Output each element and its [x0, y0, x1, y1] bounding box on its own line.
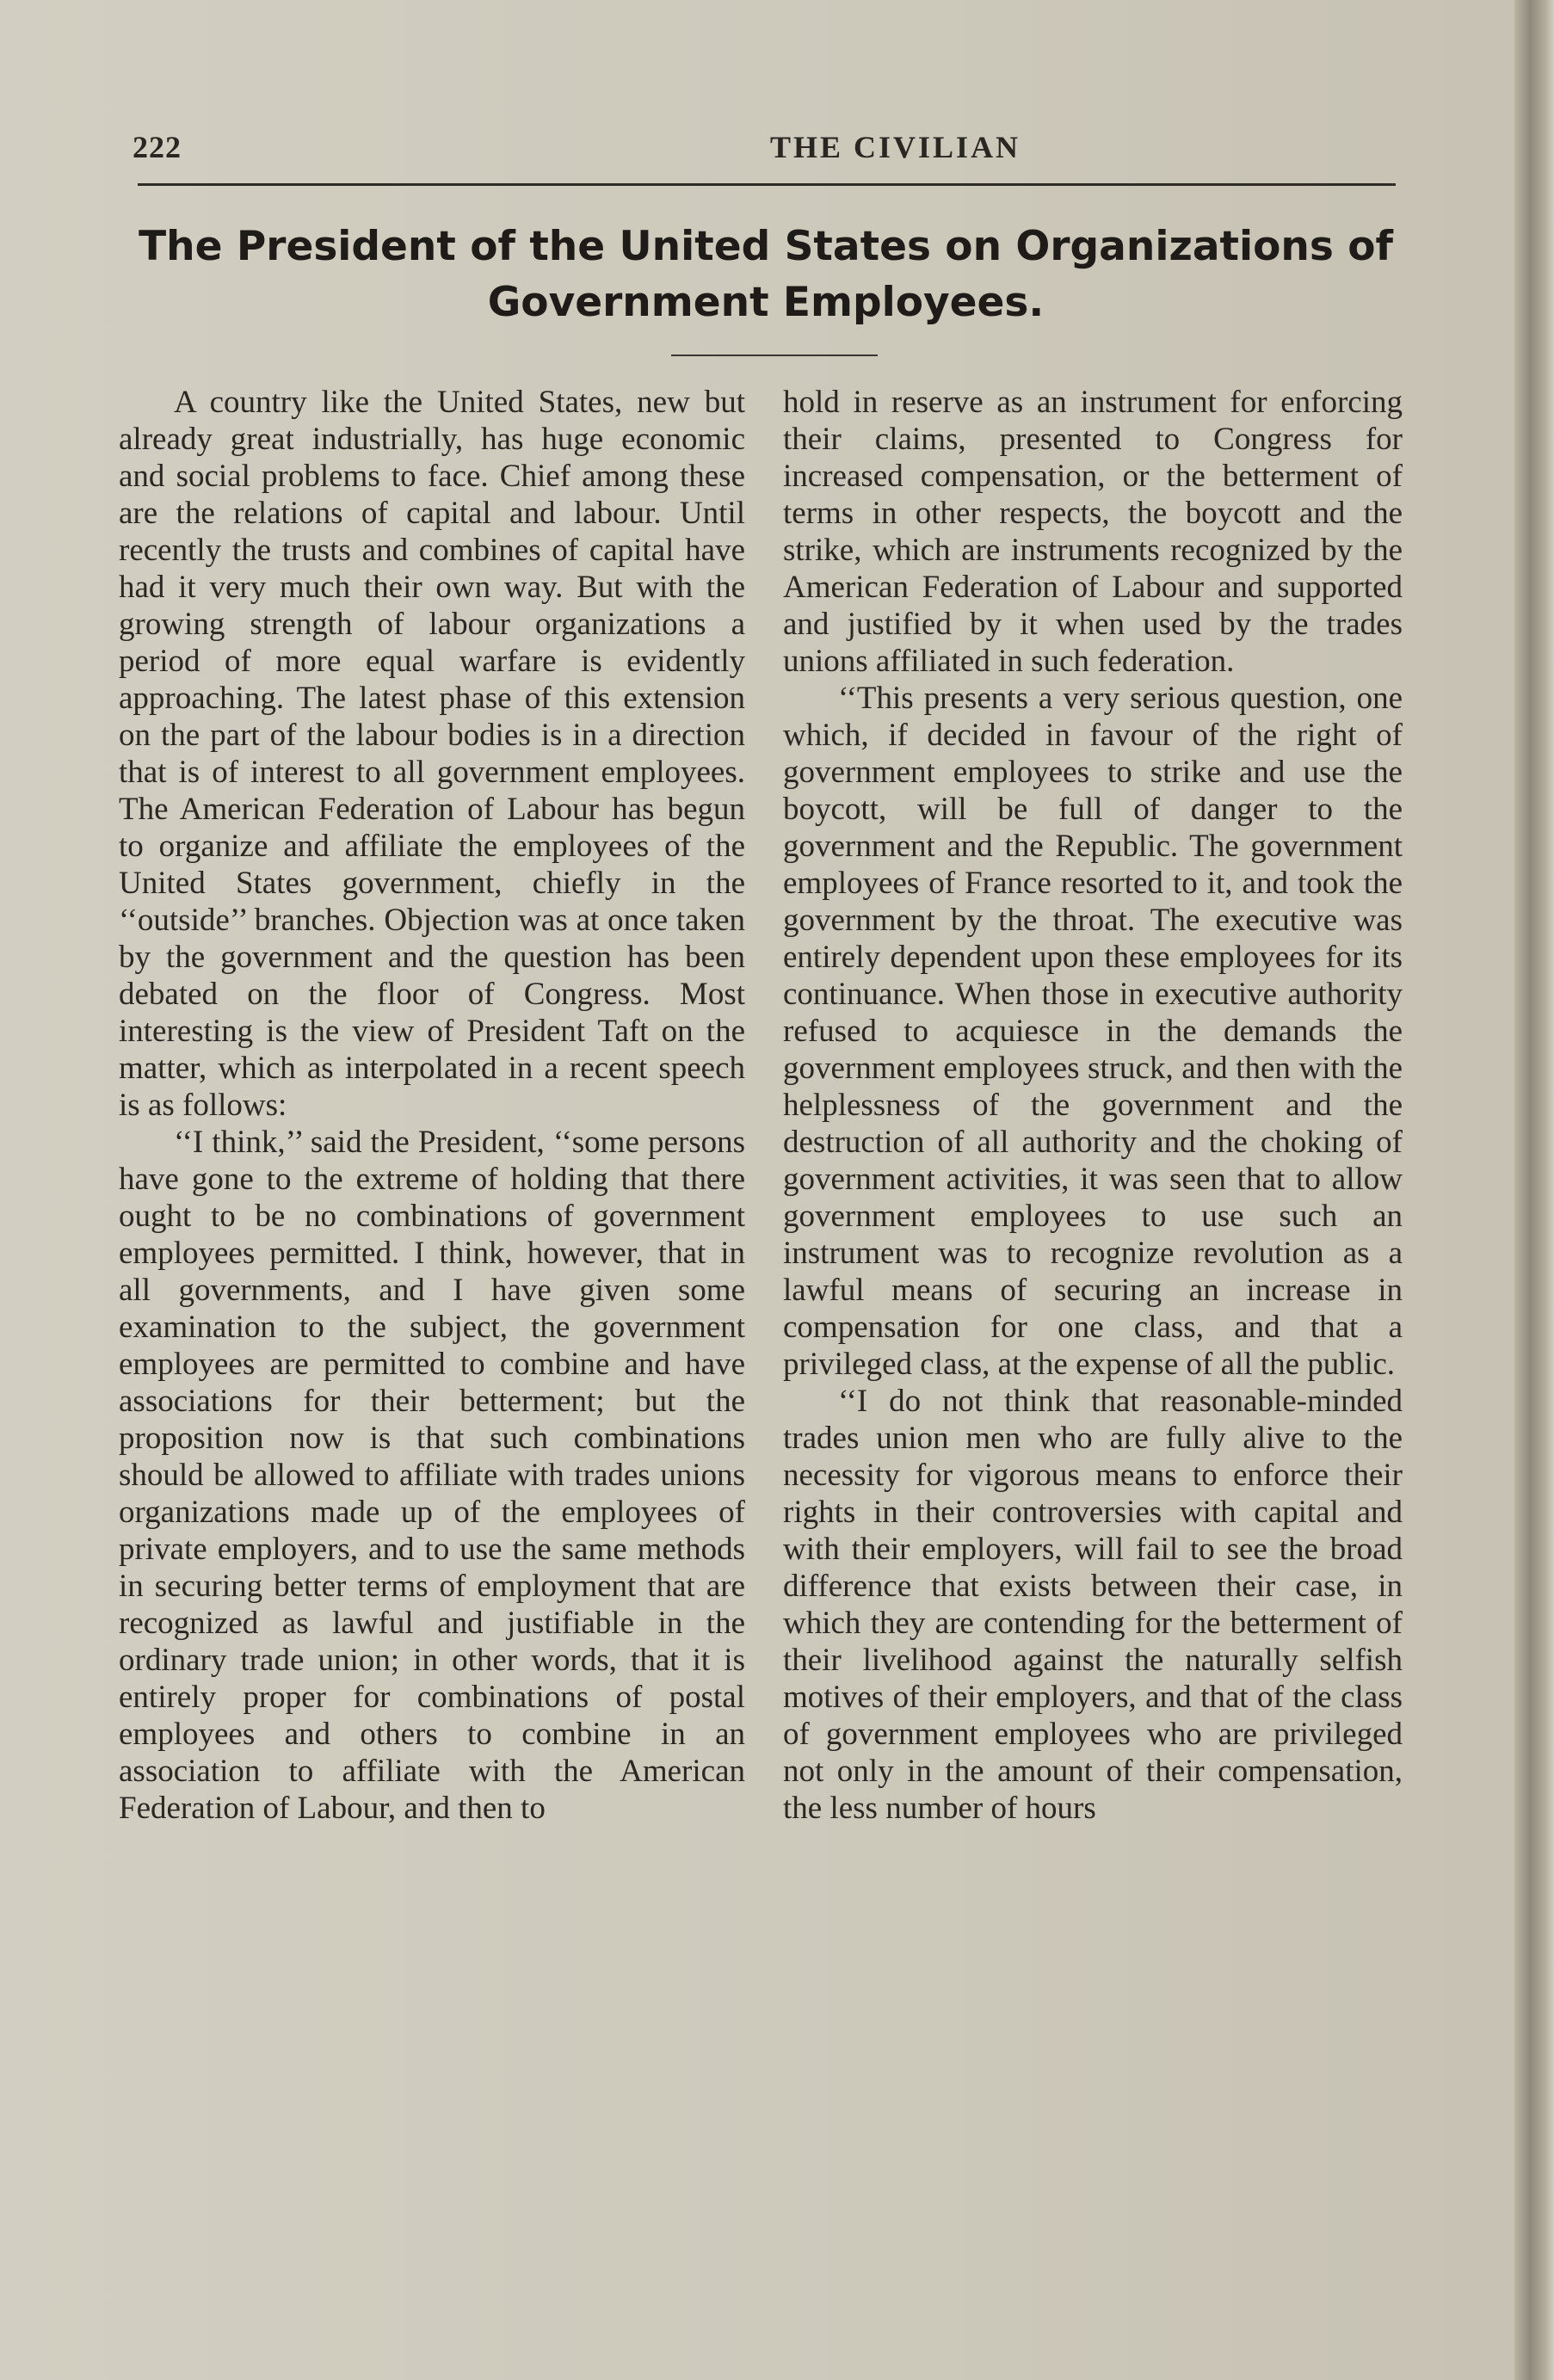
page-number: 222: [133, 130, 182, 164]
paragraph: A country like the United States, new but already great industrially, has huge economic and social problems to face. Chief among these are the relations of capital and labour. Until recently the trusts and combines of capital have had it very much their own way. But with the growing strength of labour organizations a period of more equal warfare is evidently approaching. The latest phase of this extension on the part of the labour bodies is in a direction that is of interest to all government employees. The American Federation of Labour has begun to organize and affiliate the employees of the United States government, chiefly in the ‘‘outside’’ branches. Objection was at once taken by the government and the question has been debated on the floor of Congress. Most interesting is the view of President Taft on the matter, which as interpolated in a recent speech is as follows:: [119, 385, 745, 1123]
running-head: THE CIVILIAN: [770, 130, 1021, 164]
paragraph: ‘‘I do not think that reasonable-minded trades union men who are fully alive to the necessity for vigorous means to enforce their rights in their controversies with capital and with their employers, will fail to see the broad difference that exists between their case, in which they are contending for the betterment of their livelihood against the naturally selfish motives of their employers, and that of the class of government employees who are privileged not only in the amount of their compensation, the less number of hours: [783, 1384, 1403, 1826]
left-column: [119, 384, 745, 1827]
right-column: [783, 384, 1403, 1827]
paragraph: ‘‘This presents a very serious question, one which, if decided in favour of the right of government employees to strike and use the boycott, will be full of danger to the government and the Republic. The government employees of France resorted to it, and took the government by the throat. The executive was entirely dependent upon these employees for its continuance. When those in executive authority refused to acquiesce in the demands the government employees struck, and then with the helplessness of the government and the destruction of all authority and the choking of government activities, it was seen that to allow government employees to use such an instrument was to recognize revolution as a lawful means of securing an increase in compensation for one class, and that a privileged class, at the expense of all the public.: [783, 681, 1403, 1382]
article-title: The President of the United States on Organizations of Government Employees.: [139, 223, 1393, 326]
book-spine-edge: [1514, 0, 1554, 2380]
page-header: [129, 129, 1394, 169]
title-divider: [671, 355, 878, 356]
paragraph: ‘‘I think,’’ said the President, ‘‘some persons have gone to the extreme of holding that there ought to be no combinations of government employees permitted. I think, however, that in all governments, and I have given some examination to the subject, the government employees are permitted to combine and have associations for their betterment; but the proposition now is that such combinations should be allowed to affiliate with trades unions organizations made up of the employees of private employers, and to use the same methods in securing better terms of employment that are recognized as lawful and justifiable in the ordinary trade union; in other words, that it is entirely proper for combinations of postal employees and others to combine in an association to affiliate with the American Federation of Labour, and then to: [119, 1125, 745, 1826]
paragraph: hold in reserve as an instrument for enforcing their claims, presented to Congress for increased compensation, or the betterment of terms in other respects, the boycott and the strike, which are instruments recognized by the American Federation of Labour and supported and justified by it when used by the trades unions affiliated in such federation.: [783, 385, 1403, 679]
header-rule: [138, 183, 1396, 186]
